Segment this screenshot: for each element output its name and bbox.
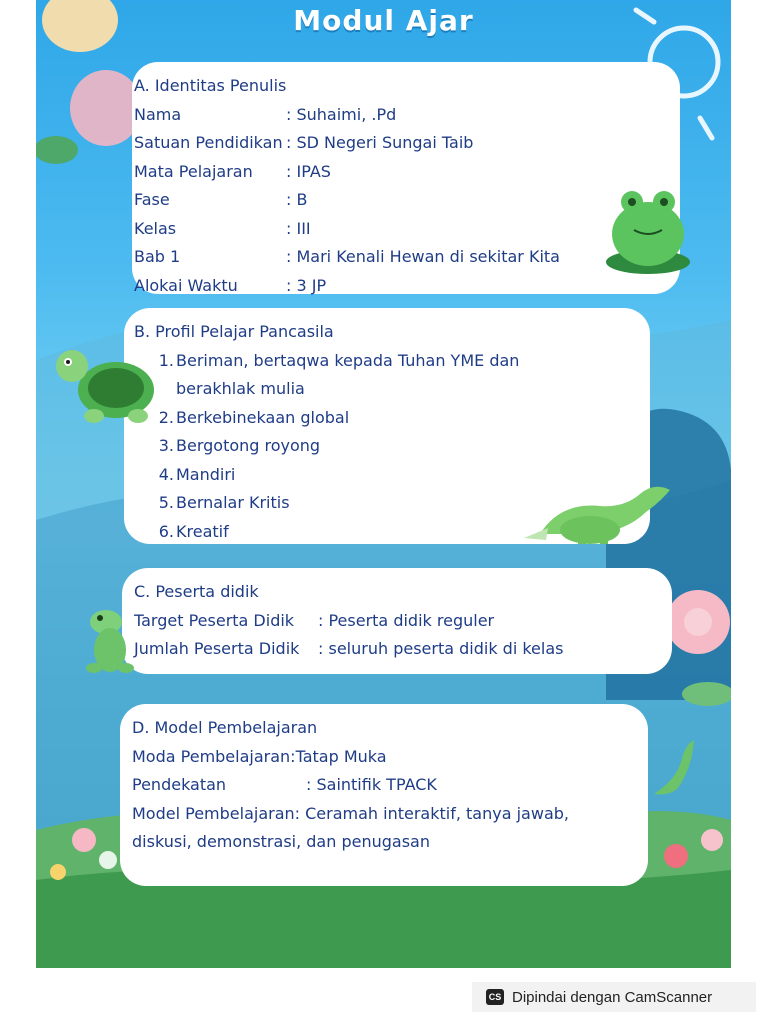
list-number: 1. (158, 350, 174, 370)
info-value: : IPAS (286, 161, 331, 181)
dinosaur-icon (520, 472, 680, 552)
info-value: : seluruh peserta didik di kelas (318, 639, 564, 658)
list-text: Mandiri (176, 464, 236, 484)
info-row (134, 272, 662, 301)
list-item (156, 432, 632, 461)
turtle-icon (50, 344, 160, 428)
list-text: Bernalar Kritis (176, 493, 290, 512)
camscanner-logo-icon: CS (486, 989, 504, 1005)
list-text: Beriman, bertaqwa kepada Tuhan YME dan (176, 350, 520, 370)
info-value: : III (286, 218, 311, 238)
info-value: : Peserta didik reguler (318, 610, 495, 630)
info-label: Target Peserta Didik (134, 610, 295, 630)
list-number: 2. (158, 407, 174, 427)
info-label: Mata Pelajaran (134, 161, 253, 181)
list-text: Berkebinekaan global (176, 407, 350, 427)
info-label: Model Pembelajaran (132, 803, 295, 823)
info-value: :Tatap Muka (290, 746, 387, 766)
card-model-pembelajaran (120, 704, 648, 886)
info-value: : 3 JP (286, 275, 327, 295)
card-peserta-didik (122, 568, 672, 674)
info-row (132, 771, 630, 800)
list-text: Kreatif (176, 521, 229, 541)
info-row (134, 607, 654, 636)
info-label: Alokai Waktu (134, 275, 238, 295)
list-number: 3. (158, 436, 174, 455)
info-value: : SD Negeri Sungai Taib (286, 133, 474, 152)
list-number: 4. (158, 464, 174, 484)
frog-icon (602, 182, 694, 278)
info-label: Satuan Pendidikan (134, 133, 283, 152)
info-label: Fase (134, 190, 170, 209)
info-continuation: diskusi, demonstrasi, dan penugasan (132, 832, 430, 851)
info-label: Pendekatan (132, 775, 227, 794)
info-value: : B (286, 190, 308, 209)
section-c-heading: C. Peserta didik (134, 582, 259, 601)
info-value: : Ceramah interaktif, tanya jawab, (294, 803, 569, 823)
lizard-icon (80, 604, 140, 680)
info-row (134, 158, 662, 187)
section-b-heading: B. Profil Pelajar Pancasila (134, 322, 334, 341)
section-a-heading: A. Identitas Penulis (134, 76, 287, 95)
info-label: Moda Pembelajaran (132, 746, 291, 766)
section-d-heading: D. Model Pembelajaran (132, 718, 318, 737)
card-identitas-penulis (132, 62, 680, 294)
info-row (132, 800, 630, 829)
list-continuation: berakhlak mulia (176, 379, 305, 398)
list-number: 5. (158, 493, 174, 512)
list-text: Bergotong royong (176, 436, 321, 455)
watermark-text: Dipindai dengan CamScanner (512, 988, 713, 1006)
list-item (156, 404, 632, 433)
info-row (134, 635, 654, 664)
info-label: Jumlah Peserta Didik (134, 639, 300, 658)
info-row (134, 186, 662, 215)
info-row (134, 101, 662, 130)
info-label: Bab 1 (134, 247, 181, 266)
info-row (134, 243, 662, 272)
list-number: 6. (158, 521, 174, 541)
flower-icon (72, 828, 96, 852)
module-sheet (36, 0, 731, 968)
info-row (134, 129, 662, 158)
info-label: Nama (134, 104, 182, 124)
info-value: : Saintifik TPACK (306, 775, 437, 794)
info-value: : Suhaimi, .Pd (286, 104, 397, 124)
info-value: : Mari Kenali Hewan di sekitar Kita (286, 247, 560, 266)
info-row (134, 215, 662, 244)
tail-icon (648, 738, 698, 798)
info-label: Kelas (134, 218, 177, 238)
info-row (132, 743, 630, 772)
camscanner-watermark (472, 982, 756, 1012)
page-title: Modul Ajar (293, 4, 474, 37)
list-item (156, 347, 632, 376)
